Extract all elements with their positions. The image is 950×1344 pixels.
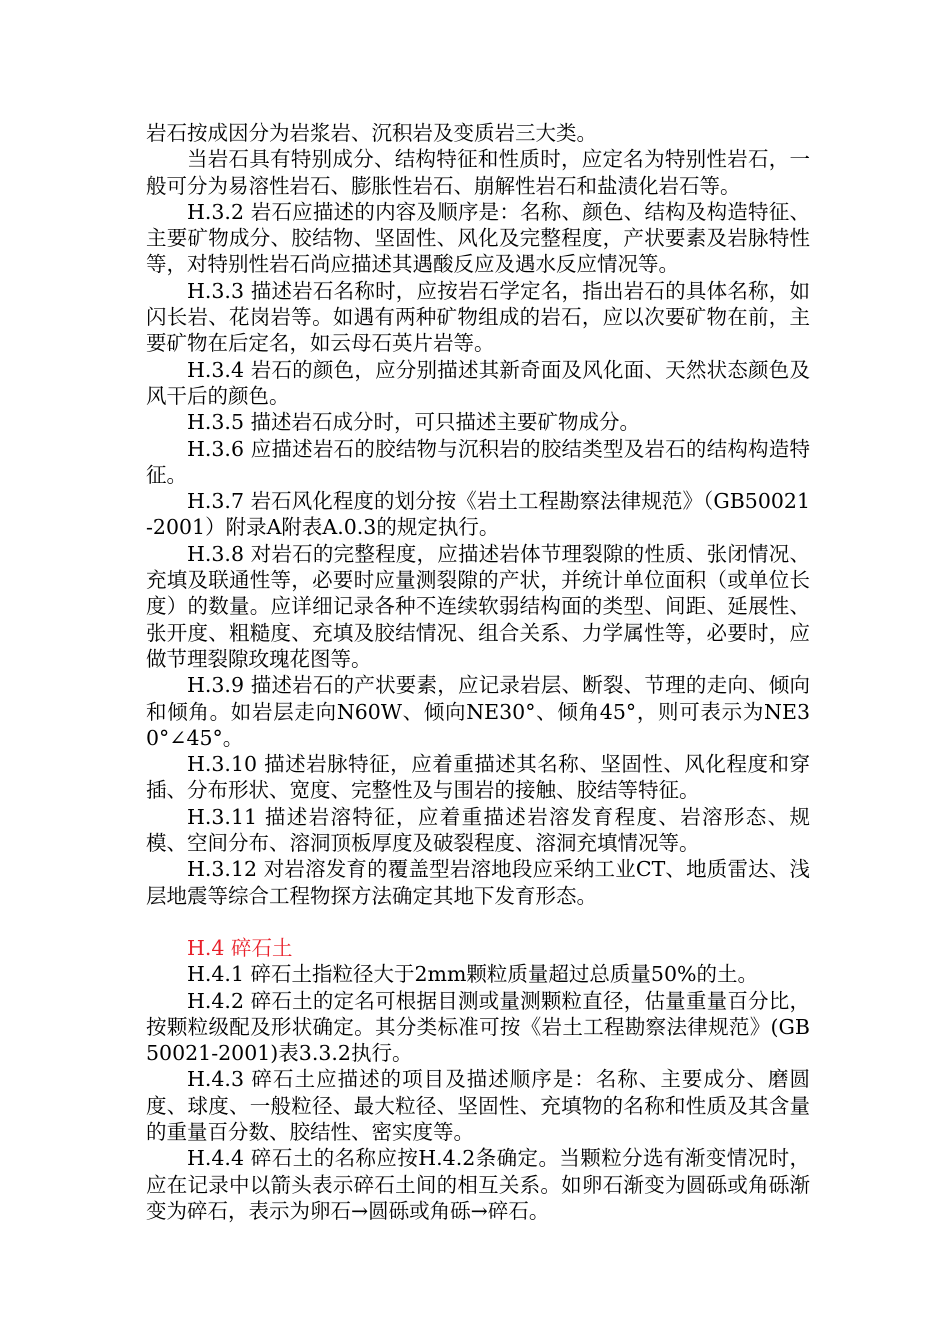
paragraph-h3-8: H.3.8 对岩石的完整程度，应描述岩体节理裂隙的性质、张闭情况、充填及联通性等，必要时应量测裂隙的产状，并统计单位面积（或单位长度）的数量。应详细记录各种不连续软弱结构面的类型、间距、延展性、张开度、粗糙度、充填及胶结情况、组合关系、力学属性等，必要时，应做节理裂隙玫瑰花图等。 bbox=[146, 541, 810, 671]
paragraph-h3-9: H.3.9 描述岩石的产状要素，应记录岩层、断裂、节理的走向、倾向和倾角。如岩层走向N60W、倾向NE30°、倾角45°，则可表示为NE30°∠45°。 bbox=[146, 673, 810, 750]
paragraph-h3-2: H.3.2 岩石应描述的内容及顺序是：名称、颜色、结构及构造特征、主要矿物成分、胶结物、坚固性、风化及完整程度，产状要素及岩脉特性等，对特别性岩石尚应描述其遇酸反应及遇水反应情况等。 bbox=[146, 199, 810, 277]
section-gap bbox=[146, 909, 810, 935]
paragraph-h3-5: H.3.5 描述岩石成分时，可只描述主要矿物成分。 bbox=[187, 410, 641, 435]
paragraph-h3-6: H.3.6 应描述岩石的胶结物与沉积岩的胶结类型及岩石的结构构造特征。 bbox=[146, 436, 810, 487]
section-heading-h4: H.4 碎石土 bbox=[187, 935, 293, 960]
paragraph-h3-4: H.3.4 岩石的颜色，应分别描述其新奇面及风化面、天然状态颜色及风干后的颜色。 bbox=[146, 357, 810, 408]
paragraph-h3-3: H.3.3 描述岩石名称时，应按岩石学定名，指出岩石的具体名称，如闪长岩、花岗岩等。如遇有两种矿物组成的岩石，应以次要矿物在前，主要矿物在后定名，如云母石英片岩等。 bbox=[146, 278, 810, 356]
paragraph-h4-4: H.4.4 碎石土的名称应按H.4.2条确定。当颗粒分选有渐变情况时，应在记录中以箭头表示碎石土间的相互关系。如卵石渐变为圆砾或角砾渐变为碎石，表示为卵石→圆砾或角砾→碎石。 bbox=[146, 1146, 810, 1223]
paragraph-h3-12: H.3.12 对岩溶发育的覆盖型岩溶地段应采纳工业CT、地质雷达、浅层地震等综合工程物探方法确定其地下发育形态。 bbox=[146, 857, 810, 908]
paragraph-h3-10: H.3.10 描述岩脉特征，应着重描述其名称、坚固性、风化程度和穿插、分布形状、宽度、完整性及与围岩的接触、胶结等特征。 bbox=[146, 752, 810, 803]
document-page bbox=[146, 120, 810, 1224]
paragraph-special-rock: 当岩石具有特别成分、结构特征和性质时，应定名为特别性岩石，一般可分为易溶性岩石、膨胀性岩石、崩解性岩石和盐渍化岩石等。 bbox=[146, 147, 810, 198]
paragraph-h3-11: H.3.11 描述岩溶特征，应着重描述岩溶发育程度、岩溶形态、规模、空间分布、溶洞顶板厚度及破裂程度、溶洞充填情况等。 bbox=[146, 804, 810, 856]
paragraph-h4-1: H.4.1 碎石土指粒径大于2mm颗粒质量超过总质量50%的土。 bbox=[187, 962, 758, 987]
paragraph-h3-7: H.3.7 岩石风化程度的划分按《岩土工程勘察法律规范》（GB50021-2001）附录A附表A.0.3的规定执行。 bbox=[146, 489, 810, 540]
paragraph-h4-2: H.4.2 碎石土的定名可根据目测或量测颗粒直径，估量重量百分比，按颗粒级配及形状确定。其分类标准可按《岩土工程勘察法律规范》(GB50021-2001)表3.3.2执行。 bbox=[146, 988, 810, 1066]
paragraph-h4-3: H.4.3 碎石土应描述的项目及描述顺序是：名称、主要成分、磨圆度、球度、一般粒径、最大粒径、坚固性、充填物的名称和性质及其含量的重量百分数、胶结性、密实度等。 bbox=[146, 1067, 810, 1144]
paragraph-rock-genesis: 岩石按成因分为岩浆岩、沉积岩及变质岩三大类。 bbox=[146, 121, 597, 145]
